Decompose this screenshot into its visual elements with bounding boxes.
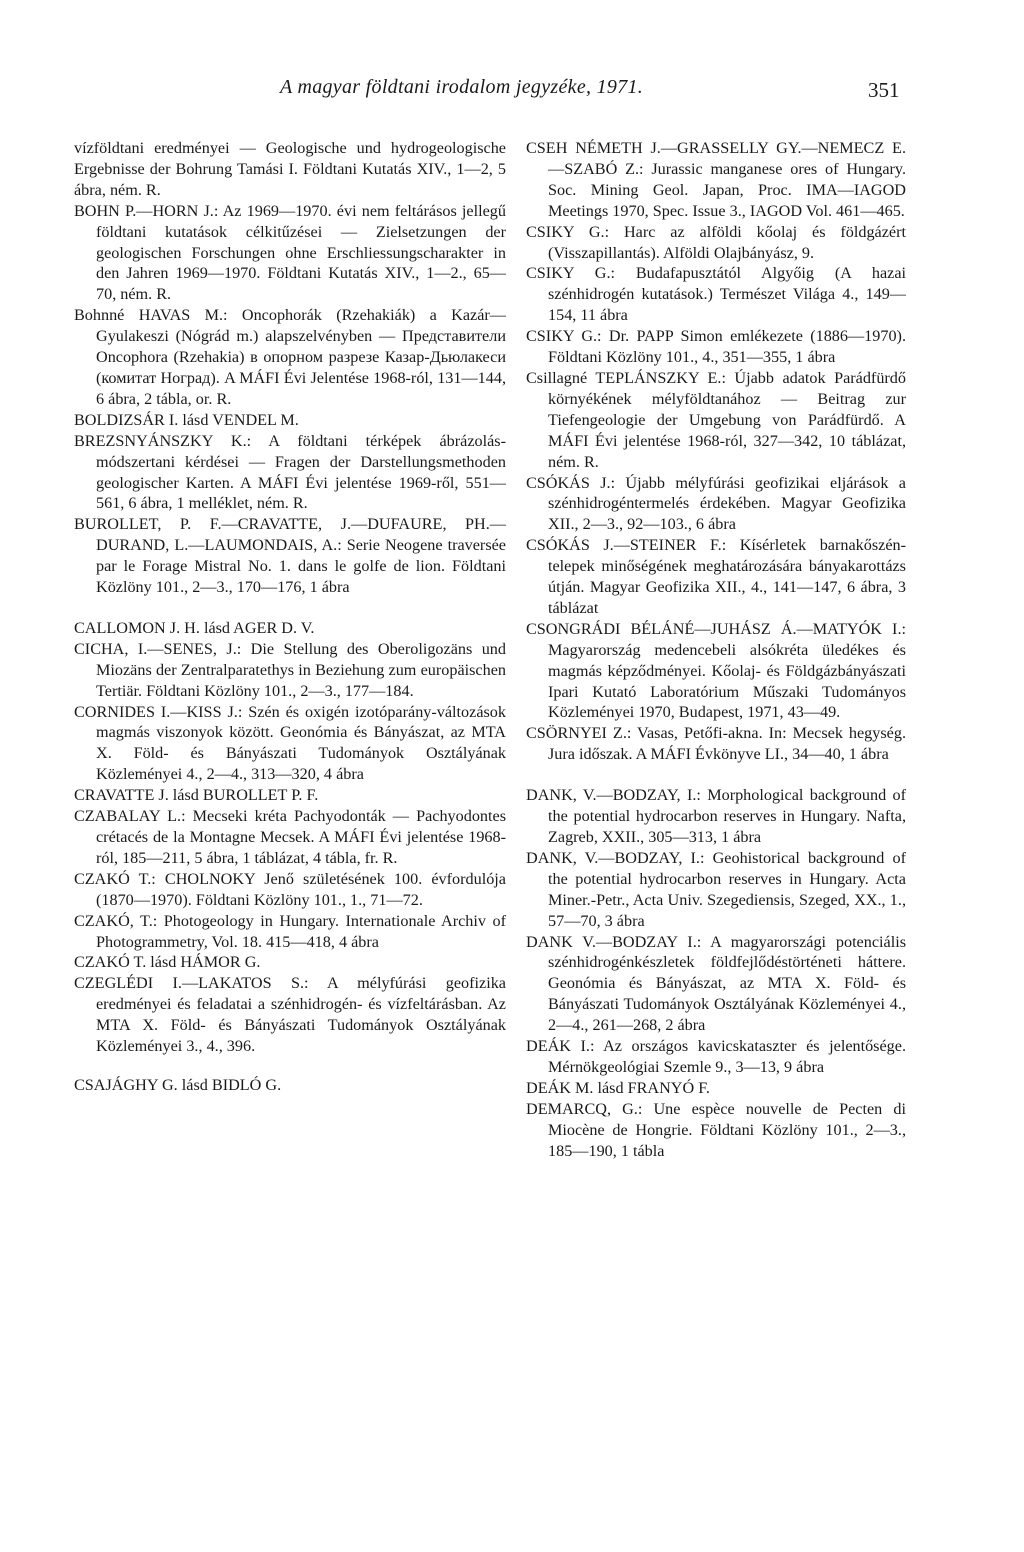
entry-group-gap bbox=[74, 598, 506, 618]
bibliography-entry: DEÁK M. lásd FRANYÓ F. bbox=[526, 1078, 710, 1097]
right-column bbox=[526, 138, 906, 1162]
bibliography-entry: CSÖRNYEI Z.: Vasas, Petőfi-akna. In: Mecsek hegység. Jura időszak. A MÁFI Évkönyve LI., 34—40, 1 ábra bbox=[526, 724, 906, 764]
bibliography-entry: CSIKY G.: Budafapusztától Algyőig (A hazai szénhidrogén kutatások.) Természet Világa 4., 149—154, 11 ábra bbox=[526, 264, 906, 325]
bibliography-entry: BREZSNYÁNSZKY K.: A földtani térképek ábrázolás-módszertani kérdései — Fragen der Darstellungsmethoden geologischer Karten. A MÁFI Évi jelentése 1969-ről, 551—561, 6 ábra, 1 melléklet, ném. R. bbox=[74, 431, 506, 513]
bibliography-entry: CZABALAY L.: Mecseki kréta Pachyodonták — Pachyodontes crétacés de la Montagne Mecsek. A MÁFI Évi jelentése 1968-ról, 185—211, 5 ábra, 1 táblázat, 4 tábla, fr. R. bbox=[74, 807, 506, 867]
bibliography-entry: vízföldtani eredményei — Geologische und hydrogeologische Ergebnisse der Bohrung Tamási I. Földtani Kutatás XIV., 1—2, 5 ábra, ném. R. bbox=[74, 139, 506, 199]
bibliography-entry: DEÁK I.: Az országos kavicskataszter és jelentősége. Mérnökgeológiai Szemle 9., 3—13, 9 ábra bbox=[526, 1037, 906, 1076]
entry-group-gap bbox=[526, 765, 906, 785]
bibliography-entry: CZAKÓ T. lásd HÁMOR G. bbox=[74, 953, 261, 972]
bibliography-entry: CZAKÓ T.: CHOLNOKY Jenő születésének 100. évfordulója (1870—1970). Földtani Közlöny 101., 1., 71—72. bbox=[74, 869, 506, 909]
bibliography-entry: CSEH NÉMETH J.—GRASSELLY GY.—NEMECZ E.—SZABÓ Z.: Jurassic manganese ores of Hungary. Soc. Mining Geol. Japan, Proc. IMA—IAGOD Meetings 1970, Spec. Issue 3., IAGOD Vol. 461—465. bbox=[526, 139, 906, 220]
page-number: 351 bbox=[868, 78, 900, 102]
bibliography-entry: CSAJÁGHY G. lásd BIDLÓ G. bbox=[74, 1075, 282, 1094]
bibliography-entry: CICHA, I.—SENES, J.: Die Stellung des Oberoligozäns und Miozäns der Zentralparatethys in Beziehung zum europäischen Tertiär. Földtani Közlöny 101., 2—3., 177—184. bbox=[74, 639, 506, 700]
bibliography-entry: BUROLLET, P. F.—CRAVATTE, J.—DUFAURE, PH.—DURAND, L.—LAUMONDAIS, A.: Serie Neogene traversée par le Forage Mistral No. 1. dans le golfe de lion. Földtani Közlöny 101., 2—3., 170—176, 1 ábra bbox=[74, 515, 506, 597]
left-column bbox=[74, 138, 506, 1096]
bibliography-entry: CSÓKÁS J.—STEINER F.: Kísérletek barnakőszén-telepek minőségének meghatározására bányakarottázs útján. Magyar Geofizika XII., 4., 141—147, 6 ábra, 3 táblázat bbox=[526, 536, 906, 617]
bibliography-entry: CALLOMON J. H. lásd AGER D. V. bbox=[74, 618, 315, 637]
bibliography-entry: CORNIDES I.—KISS J.: Szén és oxigén izotóparány-változások magmás viszonyok között. Geonómia és Bányászat, az MTA X. Föld- és Bányászati Tudományok Osztályának Közleményei 4., 2—4., 313—320, 4 ábra bbox=[74, 702, 506, 784]
bibliography-entry: CZEGLÉDI I.—LAKATOS S.: A mélyfúrási geofizika eredményei és feladatai a szénhidrogén- és vízfeltárásban. Az MTA X. Föld- és Bányászati Tudományok Osztályának Közleményei 3., 4., 396. bbox=[74, 974, 506, 1056]
bibliography-entry: BOHN P.—HORN J.: Az 1969—1970. évi nem feltárásos jellegű földtani kutatások célkitűzései — Zielsetzungen der geologischen Forschungen ohne Erschliessungscharakter in den Jahren 1969—1970. Földtani Kutatás XIV., 1—2., 65—70, ném. R. bbox=[74, 201, 506, 304]
bibliography-entry: CSIKY G.: Dr. PAPP Simon emlékezete (1886—1970). Földtani Közlöny 101., 4., 351—355, 1 ábra bbox=[526, 327, 906, 367]
running-title: A magyar földtani irodalom jegyzéke, 1971. bbox=[280, 76, 644, 98]
bibliography-entry: CRAVATTE J. lásd BUROLLET P. F. bbox=[74, 786, 319, 805]
bibliography-entry: CZAKÓ, T.: Photogeology in Hungary. Internationale Archiv of Photogrammetry, Vol. 18. 415—418, 4 ábra bbox=[74, 911, 506, 951]
entry-group-gap bbox=[74, 1057, 506, 1075]
bibliography-entry: CSONGRÁDI BÉLÁNÉ—JUHÁSZ Á.—MATYÓK I.: Magyarország medencebeli alsókréta üledékes és magmás képződményei. Kőolaj- és Földgázbányászati Ipari Kutató Laboratórium Műszaki Tudományos Közleményei 1970, Budapest, 1971, 43—49. bbox=[526, 619, 906, 722]
running-header bbox=[0, 76, 1024, 106]
bibliography-entry: Bohnné HAVAS M.: Oncophorák (Rzehakiák) a Kazár—Gyulakeszi (Nógrád m.) alapszelvényben — Представители Oncophora (Rzehakia) в опорном разрезе Казар-Дьюлакеси (комитат Ноград). A MÁFI Évi Jelentése 1968-ról, 131—144, 6 ábra, 2 tábla, or. R. bbox=[74, 306, 506, 408]
bibliography-entry: Csillagné TEPLÁNSZKY E.: Újabb adatok Parádfürdő környékének mélyföldtanához — Beitrag zur Tiefengeologie der Umgebung von Parádfürdő. A MÁFI Évi jelentése 1968-ról, 327—342, 10 táblázat, ném. R. bbox=[526, 368, 906, 471]
bibliography-entry: DANK, V.—BODZAY, I.: Geohistorical background of the potential hydrocarbon reserves in Hungary. Acta Miner.-Petr., Acta Univ. Szegediensis, Szeged, XX., 1., 57—70, 3 ábra bbox=[526, 848, 906, 930]
bibliography-entry: CSIKY G.: Harc az alföldi kőolaj és földgázért (Visszapillantás). Alföldi Olajbányász, 9. bbox=[526, 222, 906, 262]
bibliography-entry: CSÓKÁS J.: Újabb mélyfúrási geofizikai eljárások a szénhidrogéntermelés érdekében. Magyar Geofizika XII., 2—3., 92—103., 6 ábra bbox=[526, 473, 906, 534]
bibliography-entry: DANK V.—BODZAY I.: A magyarországi potenciális szénhidrogénkészletek földfejlődéstörténeti háttere. Geonómia és Bányászat, az MTA X. Föld- és Bányászati Tudományok Osztályának Közleményei 4., 2—4., 261—268, 2 ábra bbox=[526, 932, 906, 1035]
bibliography-entry: DEMARCQ, G.: Une espèce nouvelle de Pecten di Miocène de Hongrie. Földtani Közlöny 101., 2—3., 185—190, 1 tábla bbox=[526, 1099, 906, 1160]
bibliography-entry: DANK, V.—BODZAY, I.: Morphological background of the potential hydrocarbon reserves in Hungary. Nafta, Zagreb, XXII., 305—313, 1 ábra bbox=[526, 786, 906, 846]
bibliography-entry: BOLDIZSÁR I. lásd VENDEL M. bbox=[74, 410, 299, 429]
